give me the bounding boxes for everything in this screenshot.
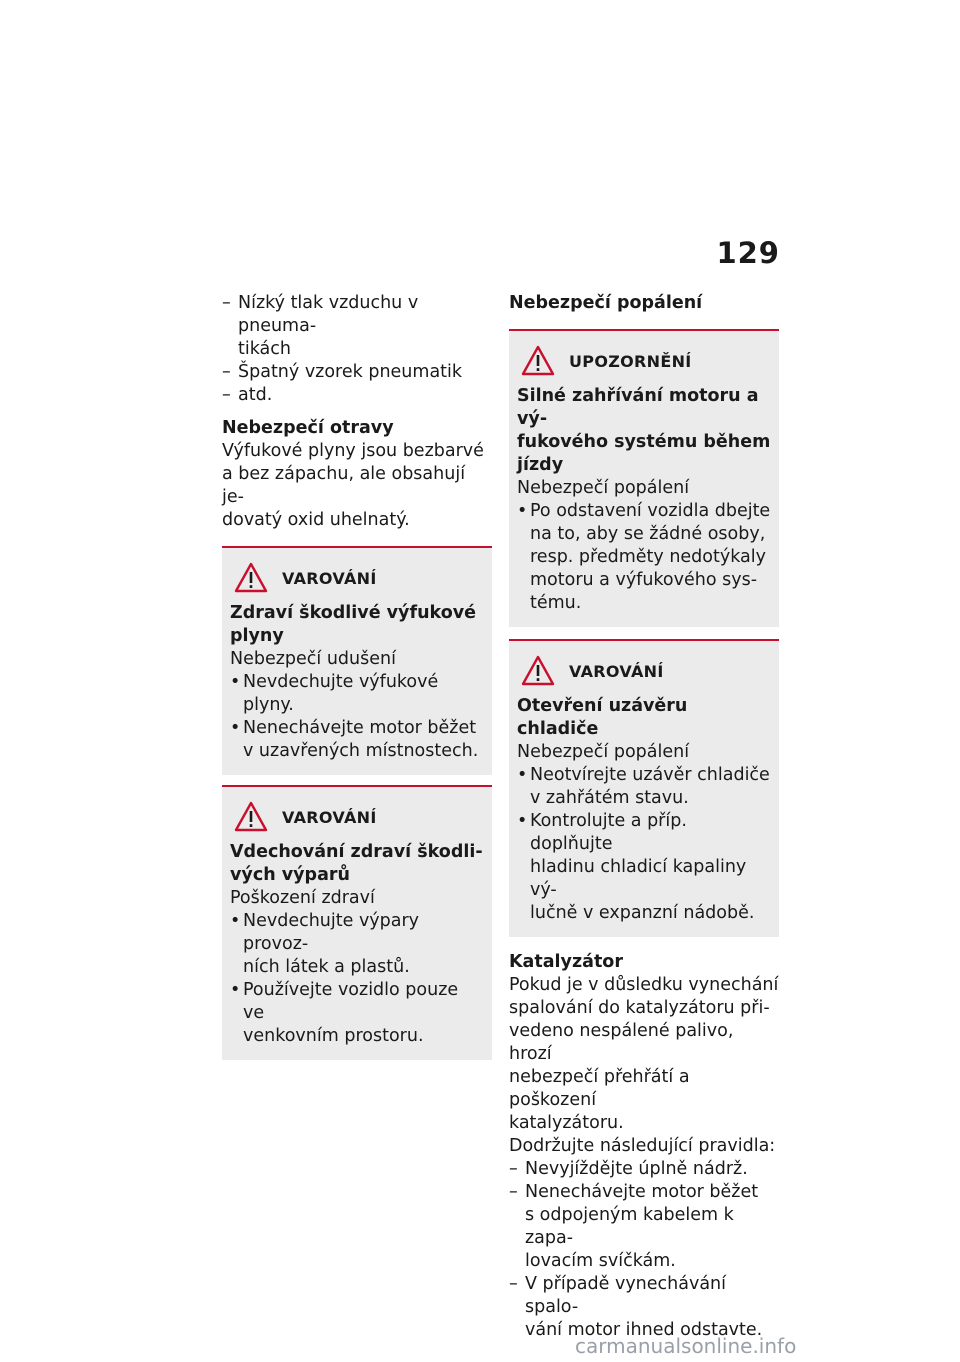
list-item: • Nevdechujte výfukové plyny. [230, 672, 439, 715]
right-column [509, 292, 779, 1342]
watermark: carmanualsonline.info [575, 1334, 797, 1358]
warning-box [509, 639, 779, 937]
list-item: • Nevdechujte výpary provoz- ních látek a plastů. [230, 911, 420, 977]
warning-triangle-icon [521, 655, 555, 687]
box-label: VAROVÁNÍ [569, 661, 664, 681]
warning-triangle-icon [234, 562, 268, 594]
list-item: – Nenechávejte motor běžet s odpojeným kabelem k zapa- lovacím svíčkám. [509, 1182, 759, 1271]
section-body: Výfukové plyny jsou bezbarvé a bez zápachu, ale obsahují je- dovatý oxid uhelnatý. [222, 441, 484, 530]
box-label: VAROVÁNÍ [282, 807, 377, 827]
caution-box [509, 329, 779, 627]
list-item: – Špatný vzorek pneumatik [222, 362, 463, 382]
section-heading: Nebezpečí popálení [509, 293, 703, 313]
box-title: Vdechování zdraví škodli- vých výparů [230, 842, 483, 885]
box-label: VAROVÁNÍ [282, 568, 377, 588]
list-item: – atd. [222, 385, 273, 405]
box-title: Zdraví škodlivé výfukové plyny [230, 603, 477, 646]
box-title: Silné zahřívání motoru a vý- fukového systému během jízdy [517, 386, 771, 475]
right-dash-list [509, 1158, 779, 1342]
list-item: – V případě vynechávání spalo- vání motor ihned odstavte. [509, 1274, 763, 1340]
rules-intro: Dodržujte následující pravidla: [509, 1136, 776, 1156]
section-heading: Katalyzátor [509, 952, 623, 972]
left-dash-list [222, 292, 492, 407]
left-column [222, 292, 492, 1060]
box-label: UPOZORNĚNÍ [569, 351, 692, 371]
box-subtitle: Nebezpečí popálení [517, 478, 690, 498]
box-subtitle: Poškození zdraví [230, 888, 375, 908]
page-number: 129 [716, 236, 780, 270]
warning-box [222, 785, 492, 1060]
list-item: • Kontrolujte a příp. doplňujte hladinu chladicí kapaliny vý- lučně v expanzní nádobě. [517, 811, 755, 923]
list-item: – Nízký tlak vzduchu v pneuma- tikách [222, 293, 419, 359]
section-body: Pokud je v důsledku vynechání spalování do katalyzátoru při- vedeno nespálené palivo, hrozí nebezpečí přehřátí a poškození katalyzátoru. [509, 975, 779, 1133]
warning-box [222, 546, 492, 775]
warning-triangle-icon [234, 801, 268, 833]
list-item: • Po odstavení vozidla dbejte na to, aby se žádné osoby, resp. předměty nedotýkaly motoru a výfukového sys- tému. [517, 501, 771, 613]
list-item: • Neotvírejte uzávěr chladiče v zahřátém stavu. [517, 765, 770, 808]
box-title: Otevření uzávěru chladiče [517, 696, 688, 739]
list-item: • Nenechávejte motor běžet v uzavřených místnostech. [230, 718, 479, 761]
section-heading: Nebezpečí otravy [222, 418, 394, 438]
box-subtitle: Nebezpečí udušení [230, 649, 396, 669]
box-subtitle: Nebezpečí popálení [517, 742, 690, 762]
list-item: – Nevyjíždějte úplně nádrž. [509, 1159, 748, 1179]
warning-triangle-icon [521, 345, 555, 377]
list-item: • Používejte vozidlo pouze ve venkovním prostoru. [230, 980, 459, 1046]
